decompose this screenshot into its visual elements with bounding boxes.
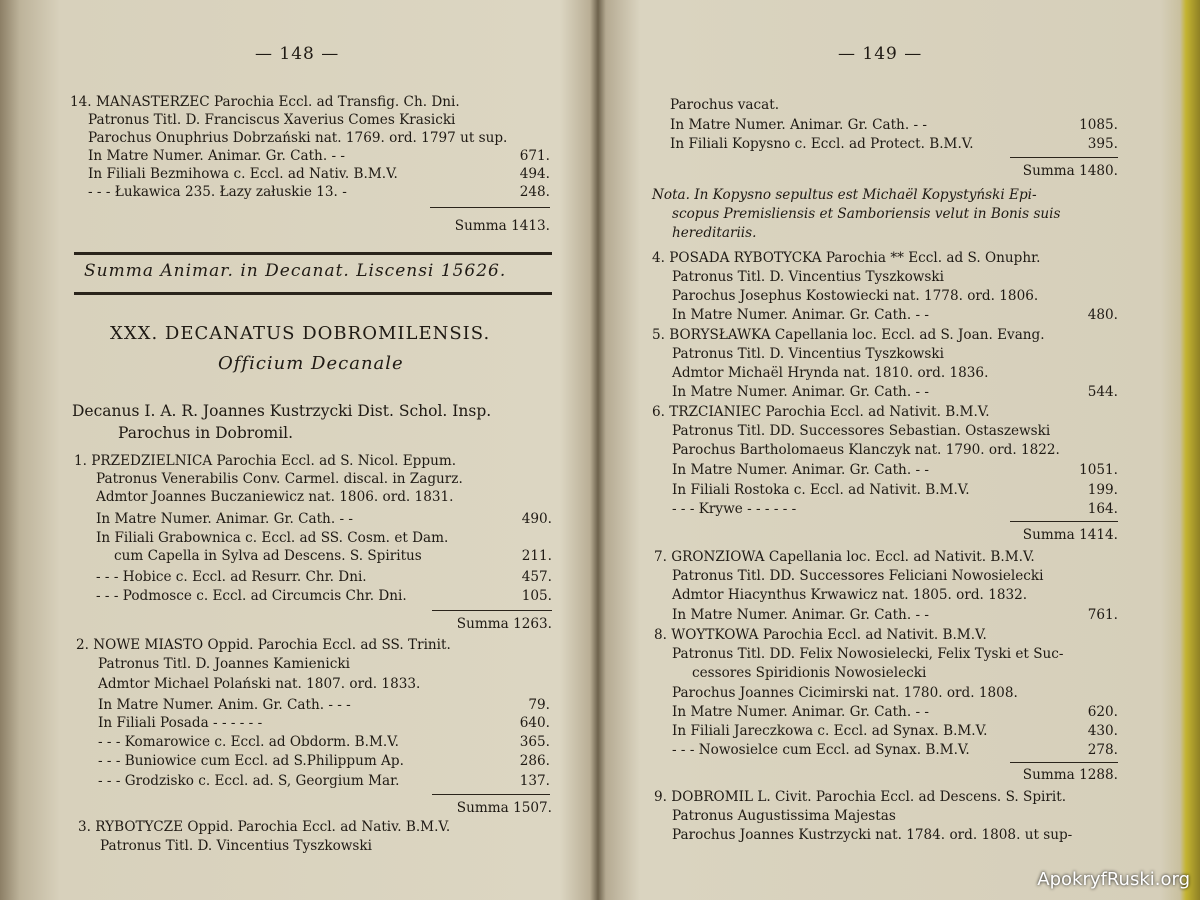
count-value: 105. (521, 588, 552, 604)
filial-line: In Filiali Grabownica c. Eccl. ad SS. Cosm. et Dam. (96, 530, 449, 546)
entry-heading: 9. DOBROMIL L. Civit. Parochia Eccl. ad Descens. S. Spirit. (654, 789, 1067, 805)
admtor-line: Admtor Joannes Buczaniewicz nat. 1806. ord. 1831. (96, 489, 454, 505)
divider (74, 292, 552, 295)
count-label: cum Capella in Sylva ad Descens. S. Spiritus (114, 548, 422, 564)
entry-heading: 5. BORYSŁAWKA Capellania loc. Eccl. ad S. Joan. Evang. (652, 327, 1045, 343)
entry-heading: 3. RYBOTYCZE Oppid. Parochia Eccl. ad Nativ. B.M.V. (78, 819, 451, 835)
decanus-line: Parochus in Dobromil. (118, 424, 294, 442)
count-value: 620. (1087, 704, 1118, 720)
patron-line: Patronus Titl. D. Vincentius Tyszkowski (672, 346, 944, 362)
admtor-line: Admtor Hiacynthus Krwawicz nat. 1805. ord. 1832. (672, 587, 1028, 603)
count-value: 248. (519, 184, 550, 200)
count-value: 480. (1087, 307, 1118, 323)
count-line (98, 714, 550, 732)
count-line (98, 733, 550, 751)
parochus-line: Parochus Onuphrius Dobrzański nat. 1769. ord. 1797 ut sup. (88, 130, 508, 146)
nota-line: Nota. In Kopysno sepultus est Michaël Kopystyński Epi- (652, 187, 1037, 203)
summa: Summa 1288. (1022, 767, 1118, 783)
count-value: 761. (1087, 607, 1118, 623)
patron-line: Patronus Titl. DD. Felix Nowosielecki, Felix Tyski et Suc- (672, 646, 1064, 662)
left-page (60, 0, 560, 900)
parochus-line: Parochus Joannes Kustrzycki nat. 1784. ord. 1808. ut sup- (672, 827, 1073, 843)
count-label: In Matre Numer. Animar. Gr. Cath. - - (672, 307, 929, 323)
count-line (672, 306, 1118, 324)
page-number: — 149 — (838, 44, 923, 64)
admtor-line: Admtor Michaël Hrynda nat. 1810. ord. 1836. (672, 365, 989, 381)
patron-line: Patronus Venerabilis Conv. Carmel. discal. in Zagurz. (96, 471, 463, 487)
nota-line: scopus Premisliensis et Samboriensis velut in Bonis suis (672, 206, 1061, 222)
entry-heading: 2. NOWE MIASTO Oppid. Parochia Eccl. ad SS. Trinit. (76, 637, 451, 653)
count-value: 278. (1087, 742, 1118, 758)
admtor-line: Admtor Michael Polański nat. 1807. ord. 1833. (98, 676, 421, 692)
count-value: 199. (1087, 482, 1118, 498)
count-value: 430. (1087, 723, 1118, 739)
entry-heading: 7. GRONZIOWA Capellania loc. Eccl. ad Nativit. B.M.V. (654, 549, 1035, 565)
count-label: In Matre Numer. Animar. Gr. Cath. - - (96, 511, 353, 527)
patron-line: cessores Spiridionis Nowosielecki (692, 665, 927, 681)
patron-line: Patronus Titl. D. Joannes Kamienicki (98, 656, 350, 672)
count-label: - - - Grodzisko c. Eccl. ad. S, Georgium Mar. (98, 773, 400, 789)
count-line (96, 510, 552, 528)
count-line (672, 481, 1118, 499)
divider (74, 252, 552, 255)
nota-line: hereditariis. (672, 225, 757, 241)
entry-heading: 8. WOYTKOWA Parochia Eccl. ad Nativit. B.M.V. (654, 627, 987, 643)
count-line (88, 165, 550, 183)
count-label: In Matre Numer. Animar. Gr. Cath. - - (670, 117, 927, 133)
parochus-line: Parochus vacat. (670, 97, 780, 113)
count-label: In Filiali Bezmihowa c. Eccl. ad Nativ. B.M.V. (88, 166, 398, 182)
summa: Summa 1480. (1022, 163, 1118, 179)
count-value: 671. (519, 148, 550, 164)
sum-rule (1010, 762, 1118, 763)
entry-heading: 1. PRZEDZIELNICA Parochia Eccl. ad S. Nicol. Eppum. (74, 453, 457, 469)
count-line (98, 696, 550, 714)
parochus-line: Parochus Josephus Kostowiecki nat. 1778. ord. 1806. (672, 288, 1039, 304)
page-number: — 148 — (255, 44, 340, 64)
entry-heading: 4. POSADA RYBOTYCKA Parochia ** Eccl. ad S. Onuphr. (652, 250, 1041, 266)
summa: Summa 1414. (1022, 527, 1118, 543)
decanatus-heading: XXX. DECANATUS DOBROMILENSIS. (110, 323, 491, 344)
count-value: 457. (521, 569, 552, 585)
count-value: 365. (519, 734, 550, 750)
count-label: In Filiali Rostoka c. Eccl. ad Nativit. B.M.V. (672, 482, 970, 498)
count-label: - - - Komarowice c. Eccl. ad Obdorm. B.M.V. (98, 734, 399, 750)
count-line (672, 606, 1118, 624)
count-line (672, 722, 1118, 740)
count-value: 1085. (1079, 117, 1118, 133)
patron-line: Patronus Titl. DD. Successores Sebastian. Ostaszewski (672, 423, 1051, 439)
count-line (96, 587, 552, 605)
sum-rule (1010, 521, 1118, 522)
count-value: 137. (519, 773, 550, 789)
entry-heading: 14. MANASTERZEC Parochia Eccl. ad Transfig. Ch. Dni. (70, 94, 460, 110)
count-value: 640. (519, 715, 550, 731)
count-label: In Filiali Posada - - - - - - (98, 715, 263, 731)
patron-line: Patronus Augustissima Majestas (672, 808, 896, 824)
count-value: 79. (528, 697, 550, 713)
count-value: 494. (519, 166, 550, 182)
parochus-line: Parochus Joannes Cicimirski nat. 1780. ord. 1808. (672, 685, 1018, 701)
count-label: In Matre Numer. Animar. Gr. Cath. - - (672, 384, 929, 400)
count-line (670, 135, 1118, 153)
count-label: - - - Krywe - - - - - - (672, 501, 797, 517)
count-label: - - - Buniowice cum Eccl. ad S.Philippum Ap. (98, 753, 404, 769)
count-label: - - - Łukawica 235. Łazy załuskie 13. - (88, 184, 347, 200)
sum-rule (432, 794, 550, 795)
count-label: - - - Podmosce c. Eccl. ad Circumcis Chr. Dni. (96, 588, 407, 604)
count-value: 490. (521, 511, 552, 527)
patron-line: Patronus Titl. D. Franciscus Xaverius Comes Krasicki (88, 112, 456, 128)
count-label: In Matre Numer. Animar. Gr. Cath. - - (88, 148, 345, 164)
sum-rule (432, 610, 552, 611)
count-label: In Matre Numer. Animar. Gr. Cath. - - (672, 607, 929, 623)
summa: Summa 1413. (454, 218, 550, 234)
patron-line: Patronus Titl. DD. Successores Feliciani Nowosielecki (672, 568, 1044, 584)
count-label: In Matre Numer. Anim. Gr. Cath. - - - (98, 697, 351, 713)
sum-rule (430, 207, 550, 208)
watermark: ApokryfRuski.org (1037, 869, 1190, 890)
count-line (672, 500, 1118, 518)
count-line (88, 147, 550, 165)
officium-heading: Officium Decanale (218, 353, 404, 374)
count-line (672, 461, 1118, 479)
summa: Summa 1263. (456, 616, 552, 632)
count-label: In Filiali Jareczkowa c. Eccl. ad Synax. B.M.V. (672, 723, 988, 739)
summa: Summa 1507. (456, 800, 552, 816)
count-label: In Matre Numer. Animar. Gr. Cath. - - (672, 462, 929, 478)
count-line (96, 568, 552, 586)
right-page (648, 0, 1120, 900)
decanus-line: Decanus I. A. R. Joannes Kustrzycki Dist. Schol. Insp. (72, 402, 492, 420)
count-label: In Matre Numer. Animar. Gr. Cath. - - (672, 704, 929, 720)
patron-line: Patronus Titl. D. Vincentius Tyszkowski (100, 838, 372, 854)
patron-line: Patronus Titl. D. Vincentius Tyszkowski (672, 269, 944, 285)
count-label: - - - Nowosielce cum Eccl. ad Synax. B.M.V. (672, 742, 970, 758)
count-label: In Filiali Kopysno c. Eccl. ad Protect. B.M.V. (670, 136, 974, 152)
sum-rule (1010, 157, 1118, 158)
count-line (672, 741, 1118, 759)
count-line (672, 383, 1118, 401)
count-value: 395. (1087, 136, 1118, 152)
count-line (98, 772, 550, 790)
count-value: 211. (521, 548, 552, 564)
count-line (88, 183, 550, 201)
parochus-line: Parochus Bartholomaeus Klanczyk nat. 1790. ord. 1822. (672, 442, 1060, 458)
decanat-total: Summa Animar. in Decanat. Liscensi 15626. (84, 261, 507, 281)
count-line (672, 703, 1118, 721)
count-line (114, 547, 552, 565)
count-value: 164. (1087, 501, 1118, 517)
count-value: 1051. (1079, 462, 1118, 478)
entry-heading: 6. TRZCIANIEC Parochia Eccl. ad Nativit. B.M.V. (652, 404, 990, 420)
count-value: 544. (1087, 384, 1118, 400)
count-label: - - - Hobice c. Eccl. ad Resurr. Chr. Dni. (96, 569, 367, 585)
count-line (98, 752, 550, 770)
count-line (670, 116, 1118, 134)
count-value: 286. (519, 753, 550, 769)
